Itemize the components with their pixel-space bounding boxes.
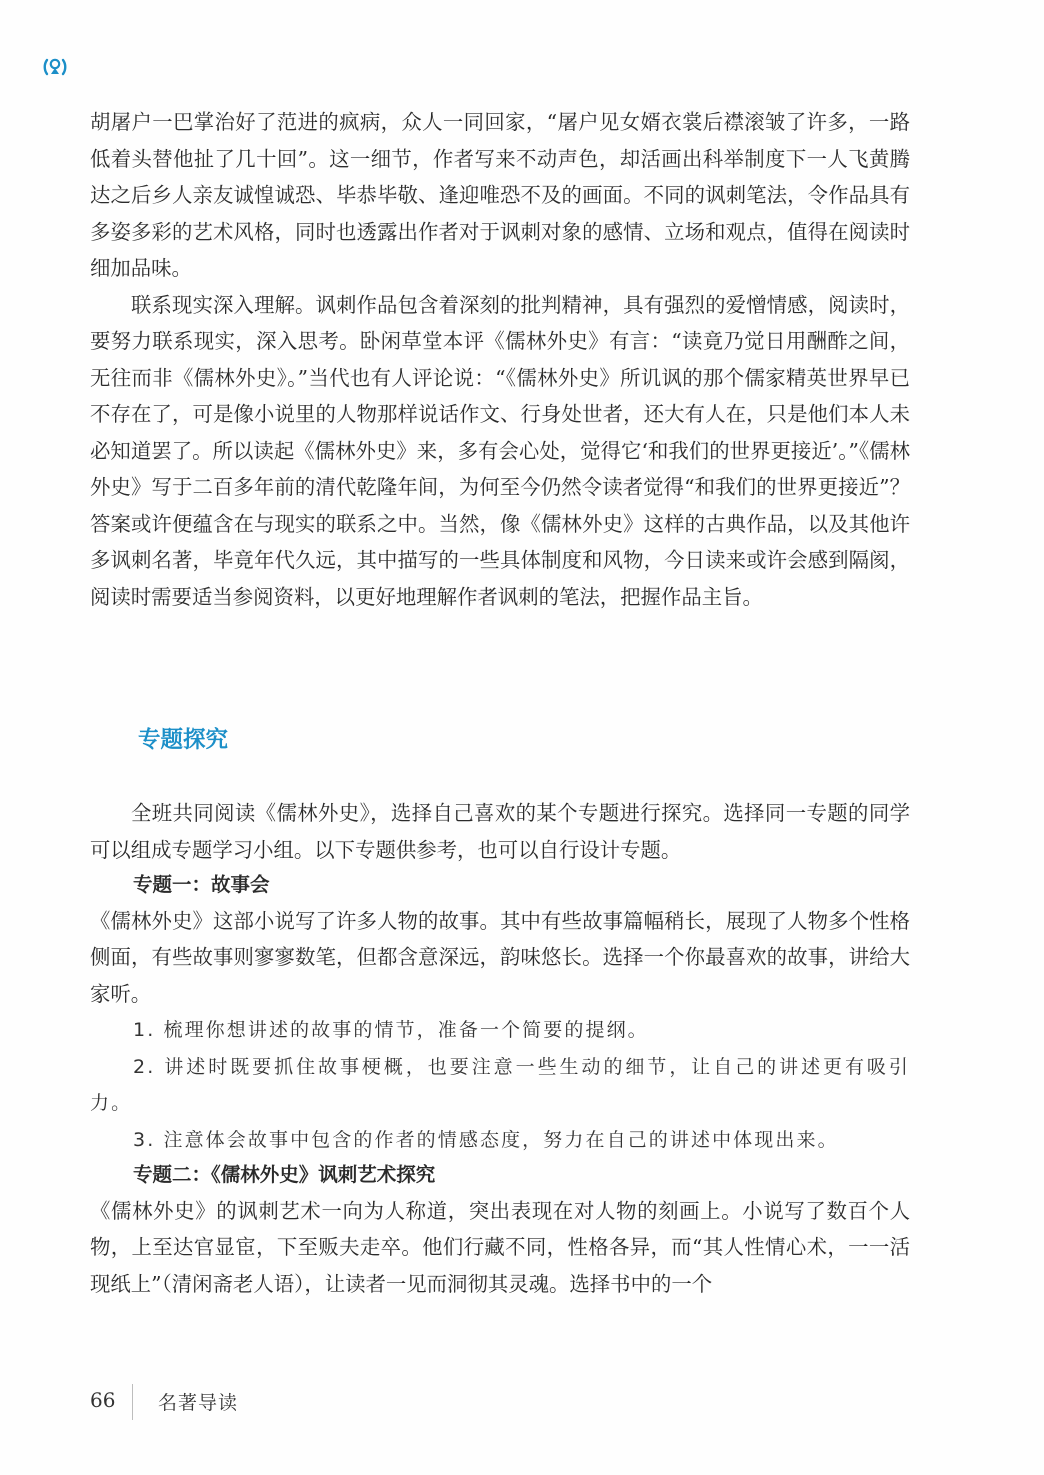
mascot-logo-icon — [42, 56, 68, 78]
book-title: 名著导读 — [158, 1392, 239, 1414]
section-intro: 全班共同阅读《儒林外史》，选择自己喜欢的某个专题进行探究。选择同一专题的同学可以组成专题学习小组。以下专题供参考，也可以自行设计专题。 — [90, 801, 910, 862]
page-number: 66 — [90, 1388, 116, 1412]
topic1-heading: 专题一：故事会 — [133, 873, 270, 896]
page-content — [90, 104, 910, 1302]
page-footer — [90, 1384, 390, 1420]
topic2-heading: 专题二：《儒林外史》讽刺艺术探究 — [133, 1163, 436, 1186]
section-title: 专题探究 — [138, 727, 229, 753]
topic1-item-2: 2. 讲述时既要抓住故事梗概，也要注意一些生动的细节，让自己的讲述更有吸引力。 — [90, 1055, 910, 1114]
topic2-body: 《儒林外史》的讽刺艺术一向为人称道，突出表现在对人物的刻画上。小说写了数百个人物，上至达官显宦，下至贩夫走卒。他们行藏不同，性格各异，而“其人性情心术，一一活现纸上”（清闲斋老人语），让读者一见而洞彻其灵魂。选择书中的一个 — [90, 1198, 910, 1296]
paragraph-satire-detail: 胡屠户一巴掌治好了范进的疯病，众人一同回家，“屠户见女婿衣裳后襟滚皱了许多，一路低着头替他扯了几十回”。这一细节，作者写来不动声色，却活画出科举制度下一人飞黄腾达之后乡人亲友诚惶诚恐、毕恭毕敬、逢迎唯恐不及的画面。不同的讽刺笔法，令作品具有多姿多彩的艺术风格，同时也透露出作者对于讽刺对象的感情、立场和观点，值得在阅读时细加品味。 — [90, 110, 910, 280]
topic1-item-3: 3. 注意体会故事中包含的作者的情感态度，努力在自己的讲述中体现出来。 — [133, 1128, 839, 1151]
footer-divider — [132, 1384, 133, 1420]
topic1-body: 《儒林外史》这部小说写了许多人物的故事。其中有些故事篇幅稍长，展现了人物多个性格侧面，有些故事则寥寥数笔，但都含意深远，韵味悠长。选择一个你最喜欢的故事，讲给大家听。 — [90, 908, 910, 1006]
paragraph-reality-connection: 联系现实深入理解。讽刺作品包含着深刻的批判精神，具有强烈的爱憎情感，阅读时，要努力联系现实，深入思考。卧闲草堂本评《儒林外史》有言：“读竟乃觉日用酬酢之间，无往而非《儒林外史》。”当代也有人评论说：“《儒林外史》所讥讽的那个儒家精英世界早已不存在了，可是像小说里的人物那样说话作文、行身处世者，还大有人在，只是他们本人未必知道罢了。所以读起《儒林外史》来，多有会心处，觉得它‘和我们的世界更接近’。”《儒林外史》写于二百多年前的清代乾隆年间，为何至今仍然令读者觉得“和我们的世界更接近”？答案或许便蕴含在与现实的联系之中。当然，像《儒林外史》这样的古典作品，以及其他许多讽刺名著，毕竟年代久远，其中描写的一些具体制度和风物，今日读来或许会感到隔阂，阅读时需要适当参阅资料，以更好地理解作者讽刺的笔法，把握作品主旨。 — [90, 292, 910, 609]
topic1-item-1: 1. 梳理你想讲述的故事的情节，准备一个简要的提纲。 — [133, 1019, 649, 1041]
